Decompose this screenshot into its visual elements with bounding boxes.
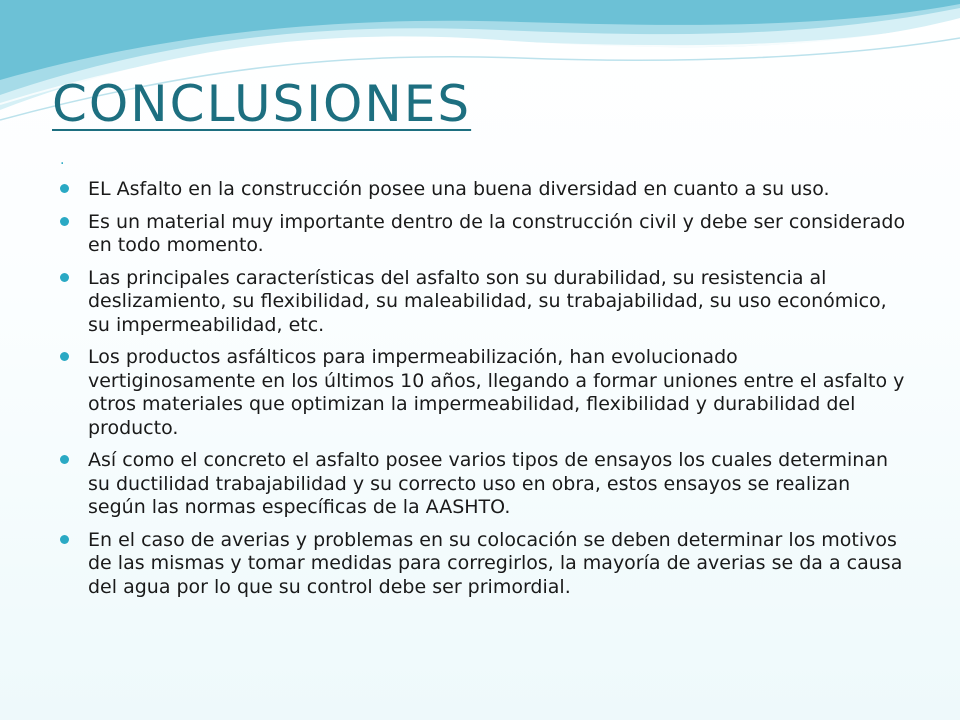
bullet-text: Así como el concreto el asfalto posee varios tipos de ensayos los cuales determinan su ductilidad trabajabilidad y su correcto uso en obra, estos ensayos se realizan según las normas específicas de la AASHTO.: [88, 449, 889, 518]
bullet-item-6: [58, 529, 908, 600]
slide-title: CONCLUSIONES: [52, 75, 472, 133]
stray-mark: .: [60, 152, 65, 168]
bullet-dot-icon: [60, 535, 69, 544]
bullet-item-2: [58, 211, 908, 258]
bullet-text: EL Asfalto en la construcción posee una buena diversidad en cuanto a su uso.: [88, 178, 830, 200]
bullet-list: [58, 178, 908, 608]
bullet-dot-icon: [60, 273, 69, 282]
bullet-text: Es un material muy importante dentro de la construcción civil y debe ser considerado en todo momento.: [88, 210, 906, 256]
bullet-item-3: [58, 267, 908, 338]
bullet-dot-icon: [60, 352, 69, 361]
bullet-text: Las principales características del asfalto son su durabilidad, su resistencia al deslizamiento, su flexibilidad, su maleabilidad, su trabajabilidad, su uso económico, su impermeabilidad, etc.: [88, 266, 887, 336]
bullet-dot-icon: [60, 217, 69, 226]
bullet-dot-icon: [60, 184, 69, 193]
bullet-item-1: [58, 178, 908, 202]
bullet-text: Los productos asfálticos para impermeabilización, han evolucionado vertiginosamente en los últimos 10 años, llegando a formar uniones entre el asfalto y otros materiales que optimizan la impermeabilidad, flexibilidad y durabilidad del producto.: [88, 346, 905, 439]
bullet-item-5: [58, 449, 908, 520]
bullet-text: En el caso de averias y problemas en su colocación se deben determinar los motivos de las mismas y tomar medidas para corregirlos, la mayoría de averias se da a causa del agua por lo que su control debe ser primordial.: [88, 528, 903, 598]
bullet-dot-icon: [60, 455, 69, 464]
bullet-item-4: [58, 346, 908, 440]
